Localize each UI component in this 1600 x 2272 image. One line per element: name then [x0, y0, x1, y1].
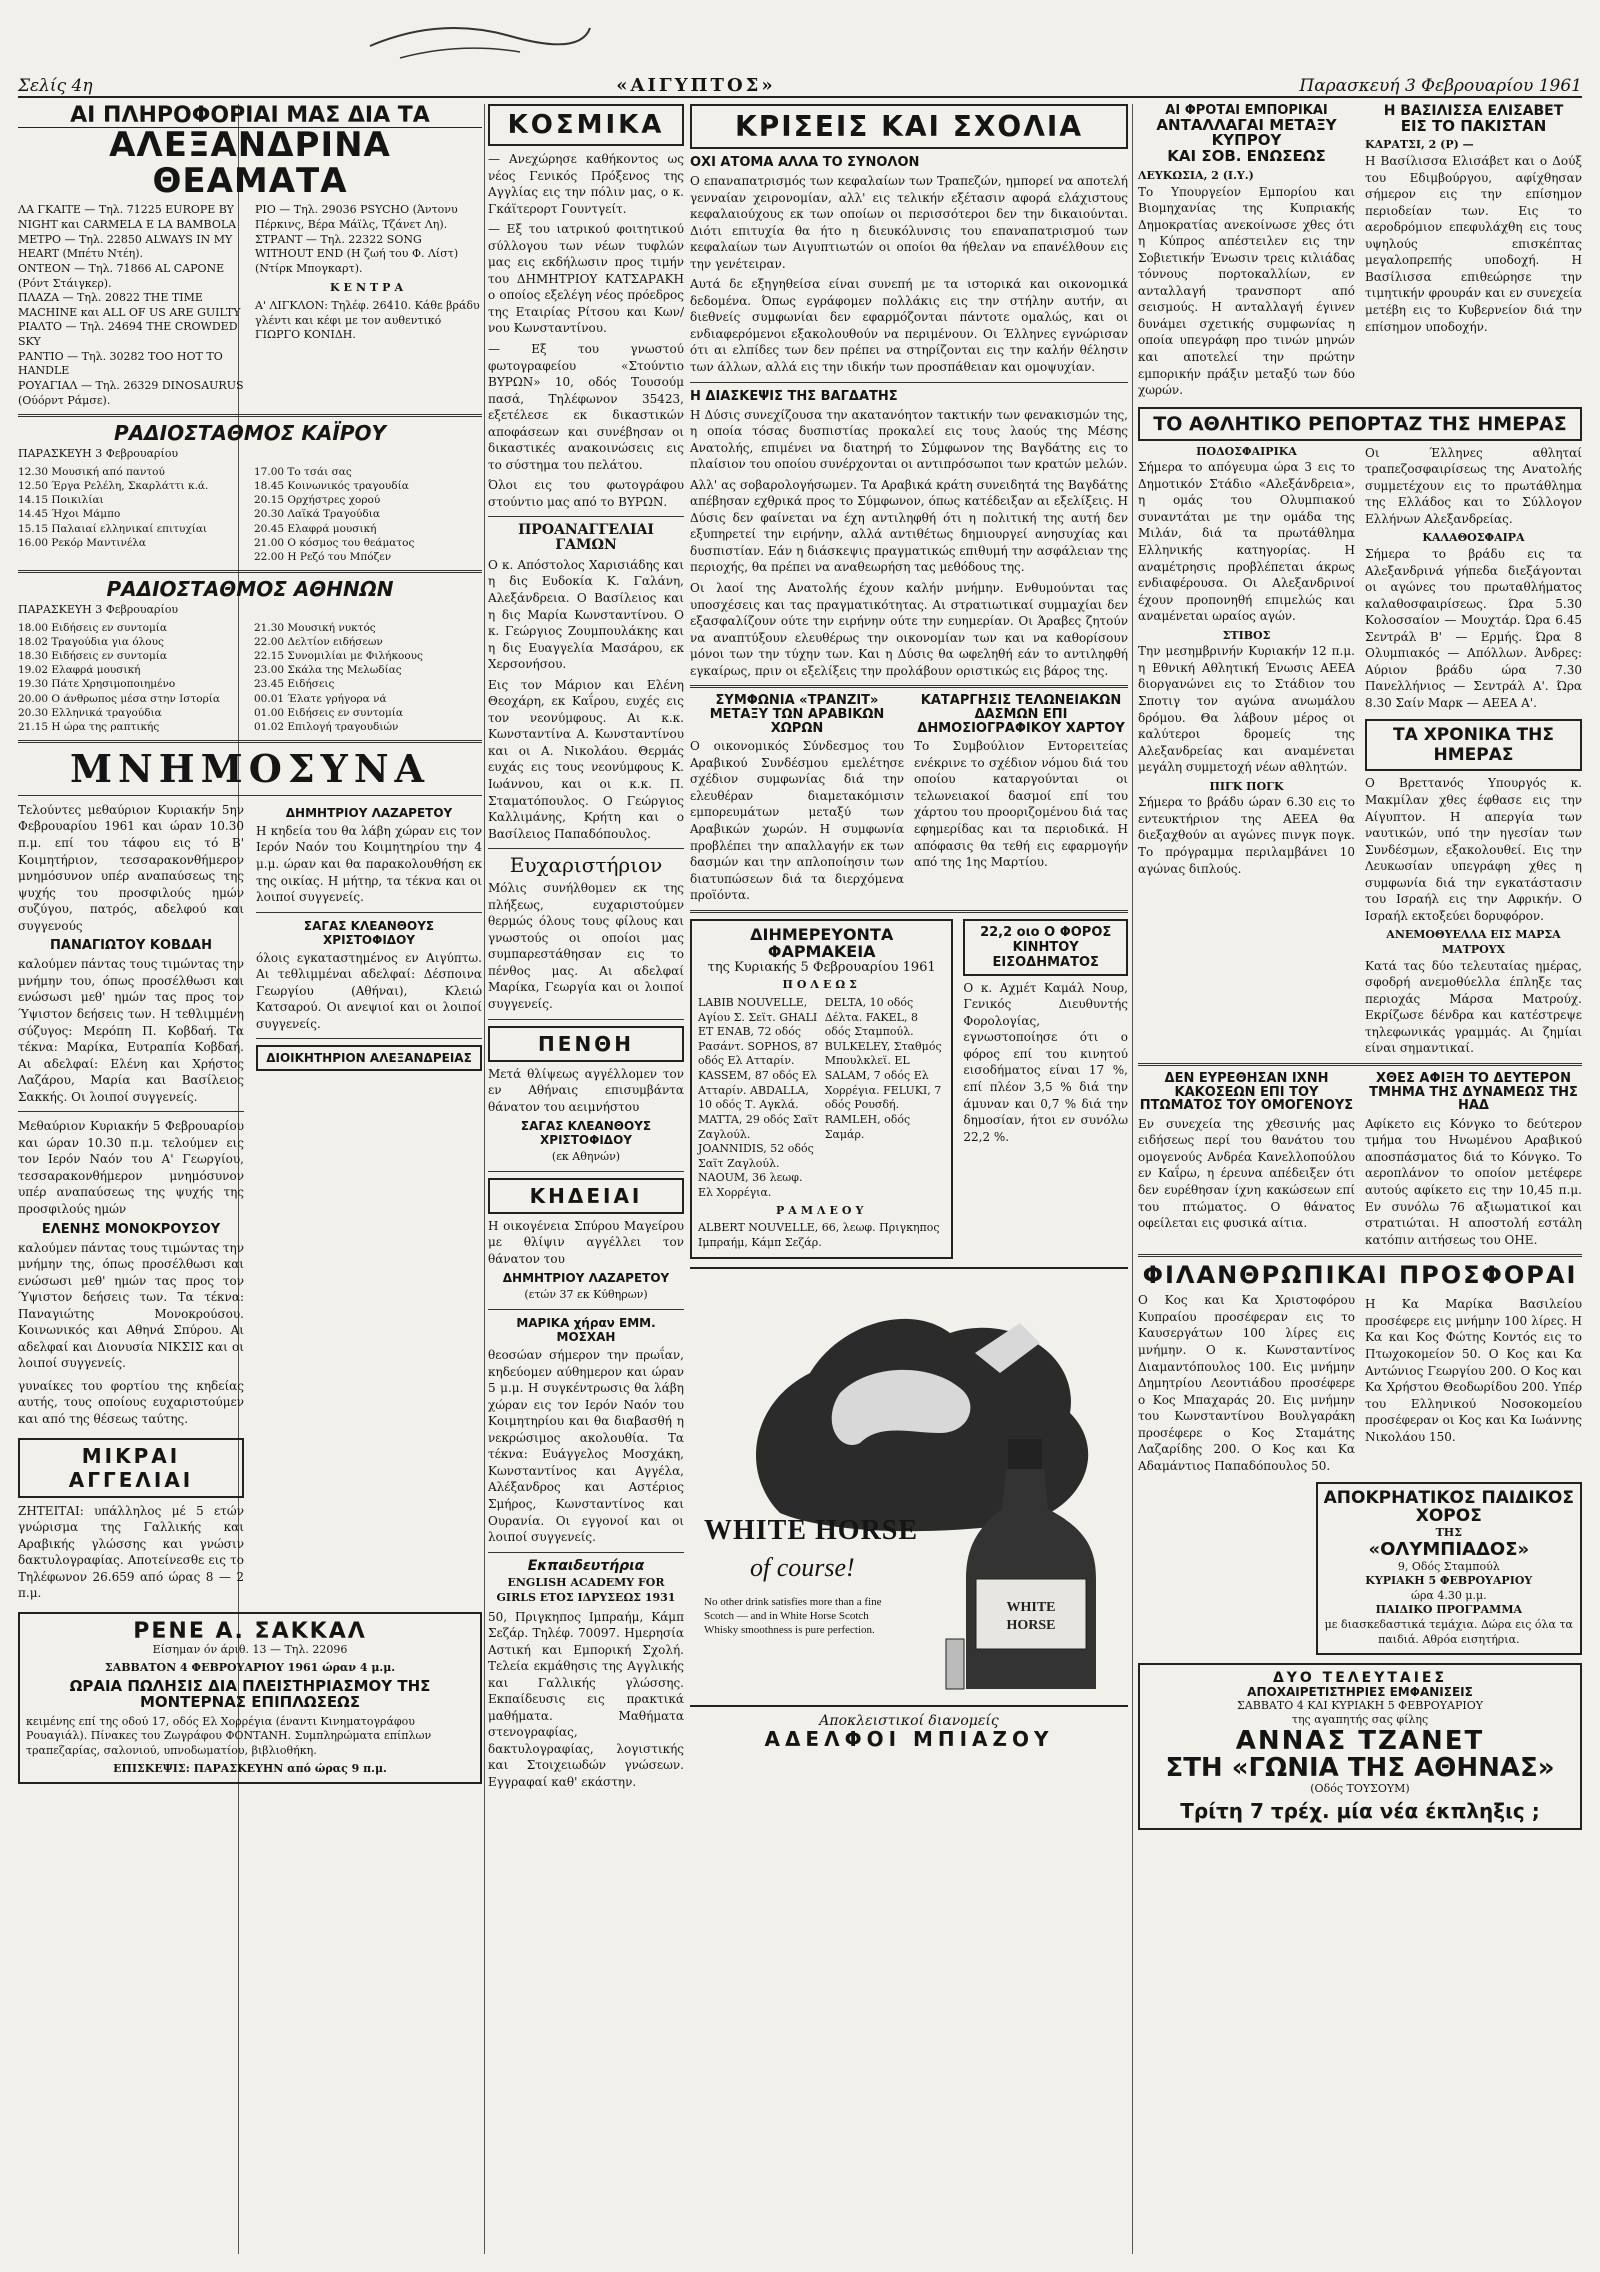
schedule-item: 15.15 Παλαιαί ελληνικαί επιτυχίαι [18, 522, 208, 535]
cinema-entry: ΡΑΝΤΙΟ — Τηλ. 30282 TOO HOT TO HANDLE [18, 349, 223, 378]
carnival-date: ΚΥΡΙΑΚΗ 5 ΦΕΒΡΟΥΑΡΙΟΥ [1365, 1574, 1533, 1588]
theatre-header-main: ΑΛΕΞΑΝΔΡΙΝΑ ΘΕΑΜΑΤΑ [109, 125, 391, 201]
mnimosyna-header: ΜΝΗΜΟΣΥΝΑ [69, 746, 431, 792]
sports-subheader: ΣΤΙΒΟΣ [1222, 628, 1271, 642]
memorial-name: ΔΗΜΗΤΡΙΟΥ ΛΑΖΑΡΕΤΟΥ [285, 805, 453, 820]
donations-list: Ο Κος και Κα Χριστοφόρου Κυπραίου προσέφεραν εις το Καυσεργάτων 100 λίρες εις μνήμην. Ο κ. Κωνσταντίνος Διαμαντόπουλος 100. Εις μνήμην Δημητρίου Λεοντιάδου προσέφερε ο Κος Μπαχαράς 20. Εις μνήμην του Κωνσταντίνου Βουλγαράκη προσέφερε ο Κος Σταμάτης Λαζαρίδης 200. Ο Κος και Κα Αδαμάντιος Παπαδόπουλος 50. [1138, 1293, 1355, 1473]
social-item: — Εξ του ιατρικού φοιτητικού σύλλογου των νέων τυφλών μας εις εκδήλωσιν προς τιμήν του ΔΗΜΗΤΡΙΟΥ ΚΑΤΣΑΡΑΚΗ ο οποίος εξελέγη νέος πρόεδρος της Εταιρίας Ρίτσου και Κων/νου Κωνσταντίνου. [488, 222, 684, 336]
dateline: ΚΑΡΑΤΣΙ, 2 (Ρ) — [1365, 138, 1474, 152]
carnival-program: ΠΑΙΔΙΚΟ ΠΡΟΓΡΑΜΜΑ [1375, 1603, 1523, 1617]
section-divider [256, 1038, 482, 1039]
donations-list: Η Κα Μαρίκα Βασιλείου προσέφερε εις μνήμην 100 λίρες. Η Κα και Κος Φώτης Κοντός εις το Πτωχοκομείον 50. Ο Κος και Κα Αντώνιος Γεωργίου 200. Ο Κος και Κα Χρήστου Θεοδωρίδου 200. Υπέρ του Ελληνικού Νοσοκομείου προσέφεραν οι Κος και Κα Ιωάννης Νικολάου 150. [1365, 1297, 1582, 1444]
schedule-item: 18.30 Ειδήσεις εν συντομία [18, 650, 167, 663]
schedule-item: 01.02 Επιλογή τραγουδιών [254, 720, 399, 733]
sports-text: Σήμερα το βράδυ ώραν 6.30 εις το εντευκτήριον της ΑΕΕΑ θα διεξαχθούν αι αγώνες πινγκ πογκ. Το πρόγραμμα περιλαμβάνει 10 αγώνας διπλούς. [1138, 795, 1355, 876]
show-intro: της αγαπητής σας φίλης [1291, 1713, 1429, 1727]
article-kicker: ΑΙ ΦΡΟΤΑΙ ΕΜΠΟΡΙΚΑΙ [1165, 104, 1328, 118]
section-divider [18, 740, 482, 743]
sports-text: Την μεσημβρινήν Κυριακήν 12 π.μ. η Εθνική Αθλητική Ένωσις ΑΕΕΑ διοργανώνει εις το Στάδιον του Σποτιγ τον αγώνα ανωμάλου δρόμου. Θα λάβουν μέρος οι καλύτεροι δρομείς της Αλεξανδρείας και αναμένεται μεγάλη συμμετοχή νέων αθλητών. [1138, 644, 1355, 775]
ink-scribble [360, 6, 600, 66]
section-divider [18, 570, 482, 573]
court-header: ΔΙΟΙΚΗΤΗΡΙΟΝ ΑΛΕΞΑΝΔΡΕΙΑΣ [256, 1045, 482, 1071]
section-divider [18, 1111, 244, 1112]
cinema-entry: ΟΝΤΕΟΝ — Τηλ. 71866 AL CAPONE (Ρόντ Στάιγκερ). [18, 261, 225, 290]
sports-subheader: ΚΑΛΑΘΟΣΦΑΙΡΑ [1422, 531, 1525, 545]
ad-tagline: of course! [750, 1552, 855, 1582]
memorial-text: καλούμεν πάντας τους τιμώντας την μνήμην της, όπως προσέλθωσι και ενώσωσι μεθ' ημών τας προς τον Ύψιστον δεήσεις των. Τα τέκνα: Παναγιώτης Μονοκρούσου. Κοινωνικός και Αθηνά Σπύρου. Αι αδελφαί και Διονυσία ΝΙΚΣΙΣ και οι λοιποί συγγενείς. [18, 1240, 244, 1371]
schedule-item: 19.02 Ελαφρά μουσική [18, 664, 141, 677]
schedule-item: 16.00 Ρεκόρ Μαντινέλα [18, 536, 147, 549]
show-venue: ΣΤΗ «ΓΩΝΙΑ ΤΗΣ ΑΘΗΝΑΣ» [1165, 1753, 1555, 1784]
article-title: 22,2 οιο Ο ΦΟΡΟΣ ΚΙΝΗΤΟΥ ΕΙΣΟΔΗΜΑΤΟΣ [963, 919, 1128, 976]
cinema-entry: ΜΕΤΡΟ — Τηλ. 22850 ALWAYS IN MY HEART (Μπέτυ Ντέη). [18, 232, 233, 261]
schedule-item: 20.30 Ελληνικά τραγούδια [18, 706, 162, 719]
radio-athens-schedule [18, 621, 482, 734]
pharmacy-list: ALBERT NOUVELLE, 66, λεωφ. Πριγκηπος Ιμπραήμ, Κάμπ Σεζάρ. [698, 1221, 940, 1249]
pakistan-article [1365, 104, 1582, 399]
auction-description: κειμένης επί της οδού 17, οδός Ελ Χορρέγια (έναντι Κινηματογράφου Ρουαγιάλ). Πίνακες του Ζωγράφου ΦΟΝΤΑΝΗ. Συμπληρώματα επίπλων τραπεζαρίας, σαλονιού, υπνοδωματίου, βιβλιοθήκη. [26, 1714, 432, 1757]
schedule-item: 21.15 Η ώρα της ραπτικής [18, 720, 160, 733]
article-paragraph: Ο οικονομικός Σύνδεσμος του Αραβικού Συνδέσμου εμελέτησε σχέδιον συμφωνίας διά την ελευθέραν διαμετακόμισιν εμπορευμάτων μεταξύ των Αραβικών χωρών. Η συμφωνία προβλέπει την απαλλαγήν εκ των δασμών και την απλοποίησιν των διατυπώσεων διά τα διερχόμενα προϊόντα. [690, 739, 904, 903]
section-divider [488, 516, 684, 517]
article-title: ΔΕΝ ΕΥΡΕΘΗΣΑΝ ΙΧΝΗ ΚΑΚΟΣΕΩΝ ΕΠΙ ΤΟΥ ΠΤΩΜΑΤΟΣ ΤΟΥ ΟΜΟΓΕΝΟΥΣ [1139, 1070, 1354, 1114]
schedule-item: 22.00 Δελτίον ειδήσεων [254, 635, 383, 648]
schedule-item: 21.30 Μουσική νυκτός [254, 621, 376, 634]
carnival-venue: 9, Οδός Σταμπούλ [1397, 1559, 1500, 1573]
pharmacies-box [690, 919, 953, 1259]
article-title: ΑΝΤΑΛΛΑΓΑΙ ΜΕΤΑΞΥ ΚΥΠΡΟΥ [1156, 115, 1337, 150]
article-paragraph: Η Βασίλισσα Ελισάβετ και ο Δούξ του Εδιμβούργου, αφίχθησαν σήμερον εις την επίσημον περιοδείαν των. Εις το αεροδρόμιον επεφυλάχθη εις τους υψηλούς επισκέπτας μεγαλοπρεπής υποδοχή. Η Βασίλισσα επιθεώρησε την τιμητικήν φρουράν και εν συνεχεία μετέβη εις το Κυβερνείον διά την επίσημον υποδοχήν. [1365, 154, 1582, 334]
cinema-list-left [18, 203, 245, 408]
section-divider [488, 1552, 684, 1553]
carnival-organizer: «ΟΛΥΜΠΙΑΔΟΣ» [1368, 1538, 1530, 1560]
section-divider [488, 1171, 684, 1172]
funeral-intro: Η οικογένεια Σπύρου Μαγείρου με θλίψιν αγγέλλει τον θάνατον του [488, 1218, 684, 1266]
engagement-header: ΠΡΟΑΝΑΓΓΕΛΙΑΙ ΓΑΜΩΝ [518, 522, 654, 554]
page-number: Σελίς 4η [18, 76, 93, 96]
schedule-item: 20.45 Ελαφρά μουσική [254, 522, 377, 535]
chronika-header: ΤΑ ΧΡΟΝΙΚΑ ΤΗΣ ΗΜΕΡΑΣ [1365, 719, 1582, 771]
sports-header: ΤΟ ΑΘΛΗΤΙΚΟ ΡΕΠΟΡΤΑΖ ΤΗΣ ΗΜΕΡΑΣ [1138, 407, 1582, 441]
dateline: ΛΕΥΚΩΣΙΑ, 2 (Ι.Υ.) [1138, 168, 1254, 182]
radio-athens [18, 579, 482, 734]
sports-text: Οι Έλληνες αθληταί τραπεζοσφαιρίσεως της Ανατολής συμμετέχουν εις το πρωτάθλημα της Ελλάδος και το Σύλλογον Ελλήνων Αλεξανδρείας. [1365, 445, 1582, 526]
schedule-item: 22.00 Η Ρεζό του Μπόζεν [254, 550, 392, 563]
radio-athens-header: ΡΑΔΙΟΣΤΑΘΜΟΣ ΑΘΗΝΩΝ [106, 577, 394, 602]
schedule-item: 23.45 Ειδήσεις [254, 678, 335, 691]
article-title: Η ΒΑΣΙΛΙΣΣΑ ΕΛΙΣΑΒΕΤ [1383, 104, 1564, 119]
school-name: ENGLISH ACADEMY FOR GIRLS ΕΤΟΣ ΙΔΡΥΣΕΩΣ 1931 [496, 1576, 676, 1604]
radio-cairo [18, 423, 482, 564]
un-article [1365, 1072, 1582, 1248]
kentra-subheader: ΚΕΝΤΡΑ [330, 280, 407, 294]
deceased-origin: (εκ Αθηνών) [551, 1150, 621, 1164]
ad-distributor-label: Αποκλειστικοί διανομείς [819, 1712, 999, 1729]
article-paragraph: Ο κ. Αχμέτ Καμάλ Νουρ, Γενικός Διευθυντής Φορολογίας, εγνωστοποίησε ότι ο φόρος επί του κινητού εισοδήματος είναι 17 %, επί πλέον 3,5 % διά την άμυναν και 0,7 % διά την δημοσίαν, ήτοι εν συνόλω 22,2 %. [963, 980, 1128, 1144]
section-divider [488, 1019, 684, 1020]
deceased-age: (ετών 37 εκ Κύθηρων) [524, 1288, 648, 1302]
tzanet-ad [1138, 1663, 1582, 1830]
memorial-text: όλοις εγκαταστημένος εν Αιγύπτω. Αι τεθλιμμέναι αδελφαί: Δέσποινα Γεωργίου (Αθήναι), Κλειώ Κατσαρού. Οι ανεψιοί και οι λοιποί συγγενείς. [256, 950, 482, 1031]
deceased-name: ΜΑΡΙΚΑ χήραν ΕΜΜ. ΜΟΣΧΑΗ [516, 1316, 656, 1345]
school-ad-text: 50, Πριγκηπος Ιμπραήμ, Κάμπ Σεζάρ. Τηλέφ. 70097. Ημερησία Αστική και Εμπορική Σχολή. Τελεία εκμάθησις της Αγγλικής και Γαλλικής γλώσσης. Εκπαίδευσις εις πρακτικά μαθήματα. Μαθήματα στενογραφίας, δακτυλογραφίας, λογιστικής και Στοιχειωδών γνώσεων. Εγγραφαί καθ' εκάστην. [488, 1609, 684, 1790]
memorial-text: Η κηδεία του θα λάβη χώραν εις τον Ιερόν Ναόν του Κοιμητηρίου την 4 μ.μ. ώραν και θα παρακολουθήση εκ της οικίας. Η μήτηρ, τα τέκνα και οι λοιποί συγγενείς. [256, 823, 482, 905]
section-divider [18, 795, 482, 796]
sports-col-b [1365, 445, 1582, 1057]
social-item: — Ανεχώρησε καθήκοντος ως νέος Γενικός Πρόξενος της Αγγλίας εις την πόλιν μας, ο κ. Γκάϊτερορτ Γουντγείτ. [488, 152, 684, 216]
cinema-entry: ΡΙΟ — Τηλ. 29036 PSYCHO (Άντονυ Πέρκινς, Βέρα Μάϊλς, Τζάνετ Λη). [255, 203, 458, 232]
theatre-header: ΑΙ ΠΛΗΡΟΦΟΡΙΑΙ ΜΑΣ ΔΙΑ ΤΑ [18, 104, 482, 128]
article-paragraph: Αφίκετο εις Κόνγκο το δεύτερον τμήμα του Ηνωμένου Αραβικού αποσπάσματος διά το Κόνγκο. Το αεροπλάνον το οποίον μετέφερε αυτούς αφίκετο εις την 10,45 π.μ. Εν συνόλω 76 αξιωματικοί και στρατιώται. Η αποστολή εστάλη κατόπιν αιτήσεως του ΟΗΕ. [1365, 1116, 1582, 1247]
classified-ad-text: ΖΗΤΕΙΤΑΙ: υπάλληλος μέ 5 ετών γνώρισμα της Γαλλικής και Αραβικής γλώσσης και γνώσιν δακτυλογραφίας. Αποτείνεσθε εις το Τηλέφωνον 26.659 από ώρας 8 — 2 π.μ. [18, 1503, 244, 1601]
paper-duty-article [914, 694, 1128, 903]
editorial-header: ΚΡΙΣΕΙΣ ΚΑΙ ΣΧΟΛΙΑ [690, 104, 1128, 149]
funeral-text: θεοσώαν σήμερον την πρωΐαν, κηδεύομεν αύθημερον και ώραν 5 μ.μ. Η συγκέντρωσις θα λάβη χώραν εις τον Ιερόν Ναόν του Κοιμητηρίου και θα διαβασθή η νεκρώσιμος ακολουθία. Τα τέκνα: Ευάγγελος Μοσχάκη, Κωνσταντίνος και Αγγέλα, Αλέξανδρος και Αστέριος Σμήρος, Κωνσταντίνος και Ουρανία. Οι εγγονοί και οι λοιποί συγγενείς. [488, 1348, 684, 1545]
schedule-item: 22.15 Συνομιλίαι με Φιλήκοους [254, 650, 423, 663]
section-divider [488, 848, 684, 849]
mnimosyna-col-b [256, 802, 482, 1602]
article-title: ΣΥΜΦΩΝΙΑ «ΤΡΑΝΖΙΤ» ΜΕΤΑΞΥ ΤΩΝ ΑΡΑΒΙΚΩΝ ΧΩΡΩΝ [709, 693, 885, 736]
schedule-item: 23.00 Σκάλα της Μελωδίας [254, 664, 402, 677]
carnival-time: ώρα 4.30 μ.μ. [1410, 1588, 1487, 1602]
white-horse-ad [690, 1267, 1128, 1707]
schedule-item: 20.30 Λαϊκά Τραγούδια [254, 508, 380, 521]
theatre-section [18, 104, 482, 408]
memorial-note: γυναίκες του φορτίου της κηδείας αυτής, τους οποίους ευχαριστούμεν και από της θέσεως ταύτης. [18, 1378, 244, 1426]
article-paragraph: Ο επαναπατρισμός των κεφαλαίων των Τραπεζών, ημπορεί να αποτελή γενναίαν χειρονομίαν, αλλ' εις τελικήν εξέτασιν αφορά ελάχιστους κεφαλαιούχους εκ των οποίων οι περισσότεροι δεν την δικαιούνται. Διότι επιτυχία θα ήτο η διευκόλυνσις του επαναπατρισμού των κεφαλαίων των Αιγυπτιωτών οι οποίοι θα ήθελαν να επανέλθουν εις την γενέτειραν. [690, 174, 1128, 271]
social-item: — Εξ του γνωστού φωτογραφείου «Στούντιο ΒΥΡΩΝ» 10, οδός Τουσούμ πασά, Τηλέφωνον 35423, εξετέλεσε εκ δικαστικών αποφάσεων και συνέβησαν οι δικαστικές ανακοινώσεις εις το σύστημα του πελάτου. [488, 342, 684, 472]
show-subtitle: ΑΠΟΧΑΙΡΕΤΙΣΤΗΡΙΕΣ ΕΜΦΑΝΙΣΕΙΣ [1247, 1685, 1473, 1700]
schedule-item: 20.00 Ο άνθρωπος μέσα στην Ιστορία [18, 692, 220, 705]
auctioneer-contact: Είσημαν όν άριθ. 13 — Τηλ. 22096 [152, 1642, 348, 1656]
article-title: ΕΙΣ ΤΟ ΠΑΚΙΣΤΑΝ [1400, 116, 1547, 135]
social-item: Όλοι εις του φωτογράφου στούντιο μας από το ΒΥΡΩΝ. [488, 478, 684, 509]
pharmacy-list: DELTA, 10 οδός Δέλτα. FAKEL, 8 οδός Σταμπούλ. BULKELEY, Σταθμός Μπουλκλεϊ. EL SALAM, 7 οδός Ελ Χορρέγια. FELUKI, 7 οδός Ρουσδή. RAMLEH, οδός Σαμάρ. [824, 995, 942, 1141]
column-rule [484, 104, 485, 2254]
section-divider [488, 1309, 684, 1310]
show-date: ΣΑΒΒΑΤΟ 4 ΚΑΙ ΚΥΡΙΑΚΗ 5 ΦΕΒΡΟΥΑΡΙΟΥ [1237, 1698, 1483, 1712]
carnival-title: ΑΠΟΚΡΗΑΤΙΚΟΣ ΠΑΙΔΙΚΟΣ ΧΟΡΟΣ [1323, 1488, 1574, 1527]
svg-text:WHITE: WHITE [1006, 1599, 1056, 1615]
schedule-item: 00.01 Έλατε γρήγορα νά [254, 692, 387, 705]
deceased-name: ΔΗΜΗΤΡΙΟΥ ΛΑΖΑΡΕΤΟΥ [502, 1271, 670, 1286]
show-kicker: ΔΥΟ ΤΕΛΕΥΤΑΙΕΣ [1272, 1670, 1448, 1687]
whisky-bottle-illustration [936, 1439, 1126, 1699]
article-title: Η ΔΙΑΣΚΕΨΙΣ ΤΗΣ ΒΑΓΔΑΤΗΣ [690, 388, 898, 404]
cinema-entry: ΡΙΑΛΤΟ — Τηλ. 24694 THE CROWDED SKY [18, 320, 238, 349]
chronika-text: Ο Βρεττανός Υπουργός κ. Μακμίλαν χθες έφθασε εις την Αίγυπτον. Η απεργία των ναυτικών, υπό την ηγεσίαν των Συνδέσμων, εξακολουθεί. Εις την Λευκωσίαν υπεγράφη χθες η συμφωνία διά την εγκατάστασιν του Ισραήλ εις την Αφρικήν. Ο Ισραήλ εκτοξεύει δορυφόρον. [1365, 776, 1582, 923]
article-title: ΚΑΙ ΣΟΒ. ΕΝΩΣΕΩΣ [1167, 147, 1326, 166]
transit-article [690, 694, 904, 903]
article-title: ΚΑΤΑΡΓΗΣΙΣ ΤΕΛΩΝΕΙΑΚΩΝ ΔΑΣΜΩΝ ΕΠΙ ΔΗΜΟΣΙΟΓΡΑΦΙΚΟΥ ΧΑΡΤΟΥ [917, 693, 1125, 736]
cinema-entry: ΡΟΥΑΓΙΑΛ — Τηλ. 26329 DINOSAURUS (Ούόρντ Ράμσε). [18, 378, 244, 407]
show-teaser: Τρίτη 7 τρέχ. μία νέα έκπληξις ; [1180, 1799, 1540, 1824]
education-header: Εκπαιδευτήρια [527, 1557, 645, 1574]
sports-subheader: ΠΙΓΚ ΠΟΓΚ [1209, 779, 1284, 793]
cinema-entry: ΣΤΡΑΝΤ — Τηλ. 22322 SONG WITHOUT END (Η ζωή του Φ. Λίστ) (Ντίρκ Μπογκαρτ). [255, 232, 459, 275]
carnival-details: με διασκεδαστικά τεμάχια. Δώρα εις όλα τα παιδιά. Αθρόα εισητήρια. [1324, 1618, 1573, 1646]
column-kosmika [488, 104, 684, 2254]
ad-distributor-name: ΑΔΕΛΦΟΙ ΜΠΙΑΖΟΥ [764, 1726, 1054, 1751]
radio-cairo-date: ΠΑΡΑΣΚΕΥΗ 3 Φεβρουαρίου [18, 447, 179, 461]
auction-viewing: ΕΠΙΣΚΕΨΙΣ: ΠΑΡΑΣΚΕΥΗΝ από ώρας 9 π.μ. [113, 1761, 387, 1775]
auctioneer-name: ΡΕΝΕ Α. ΣΑΚΚΑΛ [133, 1618, 367, 1644]
section-divider [690, 382, 1128, 383]
article-paragraph: Κατά τας δύο τελευταίας ημέρας, σφοδρή ανεμοθύελλα έπληξε τας περιοχάς Μάρσα Ματρούχ. Εκρίζωσε δένδρα και κατέστρεψε τηλεφωνικάς γραμμάς. Αι ζημίαι είναι σημαντικαί. [1365, 958, 1582, 1056]
pharmacies-header: ΔΙΗΜΕΡΕΥΟΝΤΑ ΦΑΡΜΑΚΕΙΑ [750, 924, 894, 961]
mourning-header: ΠΕΝΘΗ [488, 1026, 684, 1062]
memorial-name: ΠΑΝΑΓΙΩΤΟΥ ΚΟΒΔΑΗ [50, 938, 212, 954]
article-title: ΟΧΙ ΑΤΟΜΑ ΑΛΛΑ ΤΟ ΣΥΝΟΛΟΝ [690, 155, 920, 170]
article-paragraph: Εν συνεχεία της χθεσινής μας ειδήσεως περί του θανάτου του ομογενούς Ανδρέα Κανελλοπούλου εν Καΐρω, η έρευνα απέδειξεν ότι δεν ευρέθησαν ίχνη κακώσεων επί του πτώματος. Ο θάνατος οφείλεται εις φυσικά αίτια. [1138, 1116, 1355, 1231]
schedule-item: 14.45 Ήχοι Μάμπο [18, 508, 121, 521]
sakkal-auction-ad [18, 1612, 482, 1784]
philanthropy-header: ΦΙΛΑΝΘΡΩΠΙΚΑΙ ΠΡΟΣΦΟΡΑΙ [1142, 1261, 1578, 1290]
article-paragraph: Το Συμβούλιον Εντορειτείας ενέκρινε το σχέδιον νόμου διά του οποίου καταργούνται οι τελωνειακοί δασμοί επί του χάρτου του προοριζομένου διά τας εφημερίδας και τα περιοδικά. Η απόφασις θα τεθή εις εφαρμογήν από της 1ης Μαρτίου. [914, 739, 1128, 870]
nightclub-entry: Α' ΛΙΓΚΛΟΝ: Τηλέφ. 26410. Κάθε βράδυ γλέντι και κέφι με τον αυθεντικό ΓΙΩΡΓΟ ΚΟΝΙΔΗ. [255, 299, 480, 342]
schedule-item: 01.00 Ειδήσεις εν συντομία [254, 706, 403, 719]
remains-article [1138, 1072, 1355, 1248]
memorial-name: ΣΑΓΑΣ ΚΛΕΑΝΘΟΥΣ ΧΡΙΣΤΟΦΙΔΟΥ [303, 918, 435, 947]
pharmacies-city: ΠΟΛΕΩΣ [782, 978, 861, 992]
column-editorial [690, 104, 1128, 2254]
article-paragraph: Το Υπουργείον Εμπορίου και Βιομηχανίας της Κυπριακής Δημοκρατίας ανεκοίνωσε χθες ότι η Κύπρος απέστειλεν εις την Σοβιετικήν Ένωσιν τρεις κιλιάδας τόννους πορτοκαλλίων, εν ανταλλαγή τρανσπορτ από σεισμούς. Η ανταλλαγή έγινεν δυνάμει σχετικής συμφωνίας η οποία υπεγράφη προ τινών μηνών και αποτελεί την πρώτην εμπορικήν πράξιν μεταξύ των δύο χωρών. [1138, 184, 1355, 398]
column-rule [1132, 104, 1133, 2254]
memorial-text: καλούμεν πάντας τους τιμώντας την μνήμην του, όπως προσέλθωσι και ενώσωσι μεθ' ημών τας προς τον Ύψιστον δεήσεις των. Η τεθλιμμένη σύζυγος: Μερόπη Π. Κοβδαή. Τα τέκνα: Μαρίκα, Ευτραπία Κοβδαή. Αι αδελφαί: Ελένη και Χρήστος Λαζάρου, Μαρία και Βασίλειος Σακκής. Οι λοιποί συγγενείς. [18, 957, 244, 1104]
section-divider [1138, 1254, 1582, 1257]
mourning-text: Μετά θλίψεως αγγέλλομεν τον εν Αθήναις επισυμβάντα θάνατον του αειμνήστου [488, 1066, 684, 1114]
performer-name: ΑΝΝΑΣ ΤΖΑΝΕΤ [1235, 1725, 1485, 1756]
mikrai-header: ΜΙΚΡΑΙ ΑΓΓΕΛΙΑΙ [18, 1438, 244, 1498]
memorial-intro: Τελούντες μεθαύριον Κυριακήν 5ην Φεβρουαρίου 1961 και ώραν 10.30 π.μ. επί του τάφου εις τό Β' Κοιμητήριον, τεσσαρακονθήμερον μνημόσυνον υπέρ αναπαύσεως της ψυχής του προσφιλούς ημών συζύγου, πατρός, αδελφού και συγγενούς [18, 802, 244, 933]
article-paragraph: Οι λαοί της Ανατολής έχουν καλήν μνήμην. Ενθυμούνται τας υποσχέσεις και τας πραγματικότητας. Αι στρατιωτικαί συμμαχίαι δεν εξασφαλίζουν ούτε την ειρήνην ούτε την ευημερίαν. Οι Άραβες ζητούν να αναπτύξουν ελευθέρως την οικονομίαν των και να καθορίσουν μόνοι των την τύχην των. Και η Δύσις θα ωφεληθή εάν το αντιληφθή εγκαίρως, πριν οι εξελίξεις την προλάβουν οριστικώς εις βάρος της. [690, 581, 1128, 678]
schedule-item: 18.00 Ειδήσεις εν συντομία [18, 621, 167, 634]
schedule-item: 12.30 Μουσική από παντού [18, 465, 165, 478]
radio-cairo-schedule [18, 465, 482, 564]
sports-col-a [1138, 445, 1355, 1057]
masthead [18, 70, 1582, 98]
radio-athens-date: ΠΑΡΑΣΚΕΥΗ 3 Φεβρουαρίου [18, 603, 179, 617]
section-divider [18, 414, 482, 417]
cinema-entry: ΠΛΑΖΑ — Τηλ. 20822 THE TIME MACHINE και ALL OF US ARE GUILTY [18, 291, 241, 319]
pharmacies-ramleh: ΡΑΜΛΕΟΥ [776, 1203, 868, 1217]
radio-cairo-header: ΡΑΔΙΟΣΤΑΘΜΟΣ ΚΑΪΡΟΥ [114, 421, 386, 446]
engagement-text: Εις τον Μάριον και Ελένη Θεοχάρη, εκ Καΐρου, ευχές εις τον νεονύμφους. Αι κ.κ. Κωνσταντίνα Α. Κωνσταντίνου και οι Α. Νικολάου. Θερμάς ευχάς εις τους νεονύμφους Κ. Ιωάννου, και οι κ.κ. Π. Σταματόπουλος. Ο Γεώργιος Καλλιμάνης, Κρήτη και ο Βασίλειος Παπαδόπουλος. [488, 677, 684, 841]
article-paragraph: Η Δύσις συνεχίζουσα την ακατανόητον τακτικήν των φενακισμών της, η οποία τόσας δυσπιστίας προκαλεί εις τους λαούς της Μέσης Ανατολής, επιμένει να διατηρή το Σύμφωνον της Βαγδάτης εις το πλαίσιον του οποίου συνέρχονται οι αντιπρόσωποι των κρατών μελών. [690, 407, 1128, 472]
svg-text:HORSE: HORSE [1006, 1617, 1056, 1633]
ad-copy: No other drink satisfies more than a fine Scotch — and in White Horse Scotch Whisky smoothness is pure perfection. [704, 1595, 882, 1637]
section-divider [1138, 1063, 1582, 1066]
thanks-header: Ευχαριστήριον [509, 853, 663, 878]
auction-date: ΣΑΒΒΑΤΟΝ 4 ΦΕΒΡΟΥΑΡΙΟΥ 1961 ώραν 4 μ.μ. [104, 1660, 396, 1674]
section-divider [256, 912, 482, 913]
auction-title: ΩΡΑΙΑ ΠΩΛΗΣΙΣ ΔΙΑ ΠΛΕΙΣΤΗΡΙΑΣΜΟΥ ΤΗΣ ΜΟΝΤΕΡΝΑΣ ΕΠΙΠΛΩΣΕΩΣ [69, 1677, 431, 1711]
carnival-ad [1316, 1482, 1582, 1655]
schedule-item: 21.00 Ο κόσμος του θεάματος [254, 536, 415, 549]
memorial-intro: Μεθαύριον Κυριακήν 5 Φεβρουαρίου και ώραν 10.30 π.μ. τελούμεν εις τον Ιερόν Ναόν του Α' Γεωργίου, τεσσαρακονθήμερον μνημόσυνον υπέρ αναπαύσεως της ψυχής της προσφιλούς ημών [18, 1119, 244, 1216]
show-address: (Οδός ΤΟΥΣΟΥΜ) [1310, 1782, 1410, 1796]
sports-text: Σήμερα το απόγευμα ώρα 3 εις το Δημοτικόν Στάδιο «Αλεξάνδρεια», η ομάς του Ολυμπιακού συναντάται με την ομάδα της Μιλάν, διά τα πρωτάθλημα Ελληνικής κατηγορίας. Η αναμέτρησις προβλέπεται άκρως ενδιαφέρουσα. Οι Αλεξανδρινοί έχουν προπονηθή επιμελώς και αναμένεται ωραίος αγών. [1138, 460, 1355, 624]
pharmacy-list: LABIB NOUVELLE, Αγίου Σ. Σεϊτ. GHALI ET ENAB, 72 οδός Ρασάντ. SOPHOS, 87 οδός Ελ Ατταρίν. KASSEM, 87 οδός Ελ Ατταρίν. ABDALLA, 10 οδός Τ. Αγκλά. MATTA, 29 οδός Σαϊτ Ζαγλούλ. JOANNIDIS, 52 οδός Σαϊτ Ζαγλούλ. NAOUM, 36 λεωφ. Ελ Χορρέγια. [698, 995, 819, 1200]
schedule-item: 17.00 Το τσάι σας [254, 465, 352, 478]
schedule-item: 19.30 Πάτε Χρησιμοποιημένο [18, 678, 176, 691]
ad-brand-name: WHITE HORSE [704, 1514, 919, 1546]
sports-text: Σήμερα το βράδυ εις τα Αλεξανδρινά γήπεδα διεξάγονται οι αγώνες του πρωταθλήματος καλαθοσφαιρίσεως. Ώρα 5.30 Κολοσσαίον — Μουχτάρ. Ώρα 6.45 Σεντράλ Β' — Ερμής. Ώρα 8 Ολυμπιακός — Απόλλων. Άνδρες: Αύριον βράδυ ώρα 7.30 Πανελλήνιος — Σεντράλ Α'. Ώρα 8.30 Σαίν Μαρκ — ΑΕΕΑ Α'. [1365, 546, 1582, 710]
cinema-list-right [255, 203, 482, 408]
schedule-item: 18.02 Τραγούδια για όλους [18, 635, 164, 648]
funerals-header: ΚΗΔΕΙΑΙ [488, 1178, 684, 1214]
mnimosyna-col-a [18, 802, 244, 1602]
cyprus-article [1138, 104, 1355, 399]
column-left [18, 104, 482, 2254]
section-divider [690, 910, 1128, 913]
cinema-entry: ΛΑ ΓΚΑΙΤΕ — Τηλ. 71225 EUROPE BY NIGHT και CARMELA E LA BAMBOLA [18, 203, 237, 232]
pharmacies-date: της Κυριακής 5 Φεβρουαρίου 1961 [707, 960, 936, 976]
section-divider [690, 685, 1128, 688]
schedule-item: 20.15 Ορχήστρες χορού [254, 494, 381, 507]
schedule-item: 18.45 Κοινωνικός τραγουδία [254, 480, 409, 493]
article-paragraph: Αλλ' ας σοβαρολογήσωμεν. Τα Αραβικά κράτη συνειδητά της Βαγδάτης απέβησαν εχθρικά προς το Σύμφωνον, όπως κατέδειξαν αι εξελίξεις. Η Δύσις δεν φαίνεται να έχη αντιληφθή ότι η πολιτική της αυτή δεν εξυπηρετεί την ειρήνην, αλλά αντιθέτως δημιουργεί ανησυχίας και δυσπιστίαν. Εάν η διάσκεψις πραγματικώς επιθυμή την ασφάλειαν της περιοχής, θα πρέπει να αναθεωρήση τας μεθόδους της. [690, 477, 1128, 575]
article-title: ΑΝΕΜΟΘΥΕΛΛΑ ΕΙΣ ΜΑΡΣΑ ΜΑΤΡΟΥΧ [1386, 928, 1561, 956]
tax-article [963, 919, 1128, 1259]
schedule-item: 14.15 Ποικιλίαι [18, 494, 104, 507]
thanks-text: Μόλις συνήλθομεν εκ της πλήξεως, ευχαριστούμεν θερμώς όλους τους φίλους και γνωστούς οι οποίοι μας συμπαρεστάθησαν εις το πένθος μας. Αι αδελφαί Μαρίκα, Γεωργία και οι λοιποί συγγενείς. [488, 881, 684, 1011]
sports-subheader: ΠΟΔΟΣΦΑΙΡΙΚΑ [1196, 444, 1297, 458]
carnival-of: ΤΗΣ [1435, 1526, 1462, 1540]
newspaper-name: «ΑΙΓΥΠΤΟΣ» [616, 75, 776, 96]
column-right [1138, 104, 1582, 2254]
schedule-item: 12.50 Έργα Ρελέλη, Σκαρλάττι κ.ά. [18, 480, 209, 493]
article-paragraph: Αυτά δε εξηγηθείσα είναι συνεπή με τα ιστορικά και οικονομικά δεδομένα. Όπως εγράφομεν πολλάκις εις την στήλην αυτήν, αι διεθνείς συμφωνίαι δεν εφαρμόζονται πάντοτε ομαλώς, και οι ενδιαφερόμενοι εξακολουθούν να περιμένουν. Οι Έλληνες εγνώρισαν ότι αι ελπίδες των δεν πρέπει να στηρίζονται εις την καλήν θέλησιν των άλλων, αλλά εις την ιδικήν των προσπάθειαν και ομοψυχίαν. [690, 277, 1128, 375]
memorial-name: ΕΛΕΝΗΣ ΜΟΝΟΚΡΟΥΣΟΥ [41, 1221, 221, 1237]
issue-date: Παρασκευή 3 Φεβρουαρίου 1961 [1299, 76, 1582, 96]
deceased-name: ΣΑΓΑΣ ΚΛΕΑΝΘΟΥΣ ΧΡΙΣΤΟΦΙΔΟΥ [520, 1119, 652, 1148]
article-title: ΧΘΕΣ ΑΦΙΞΗ ΤΟ ΔΕΥΤΕΡΟΝ ΤΜΗΜΑ ΤΗΣ ΔΥΝΑΜΕΩΣ ΤΗΣ ΗΑΔ [1369, 1070, 1578, 1114]
kosmika-header: ΚΟΣΜΙΚΑ [488, 104, 684, 146]
engagement-text: Ο κ. Απόστολος Χαρισιάδης και η δις Ευδοκία Κ. Γαλάνη, Αλεξάνδρεια. Ο Βασίλειος και η δις Μαρία Κωνσταντίνου. Ο κ. Γεώργιος Ζουμπουλάκης και η δις Ευαγγελία Μασάρου, εκ Χερσονήσου. [488, 557, 684, 672]
